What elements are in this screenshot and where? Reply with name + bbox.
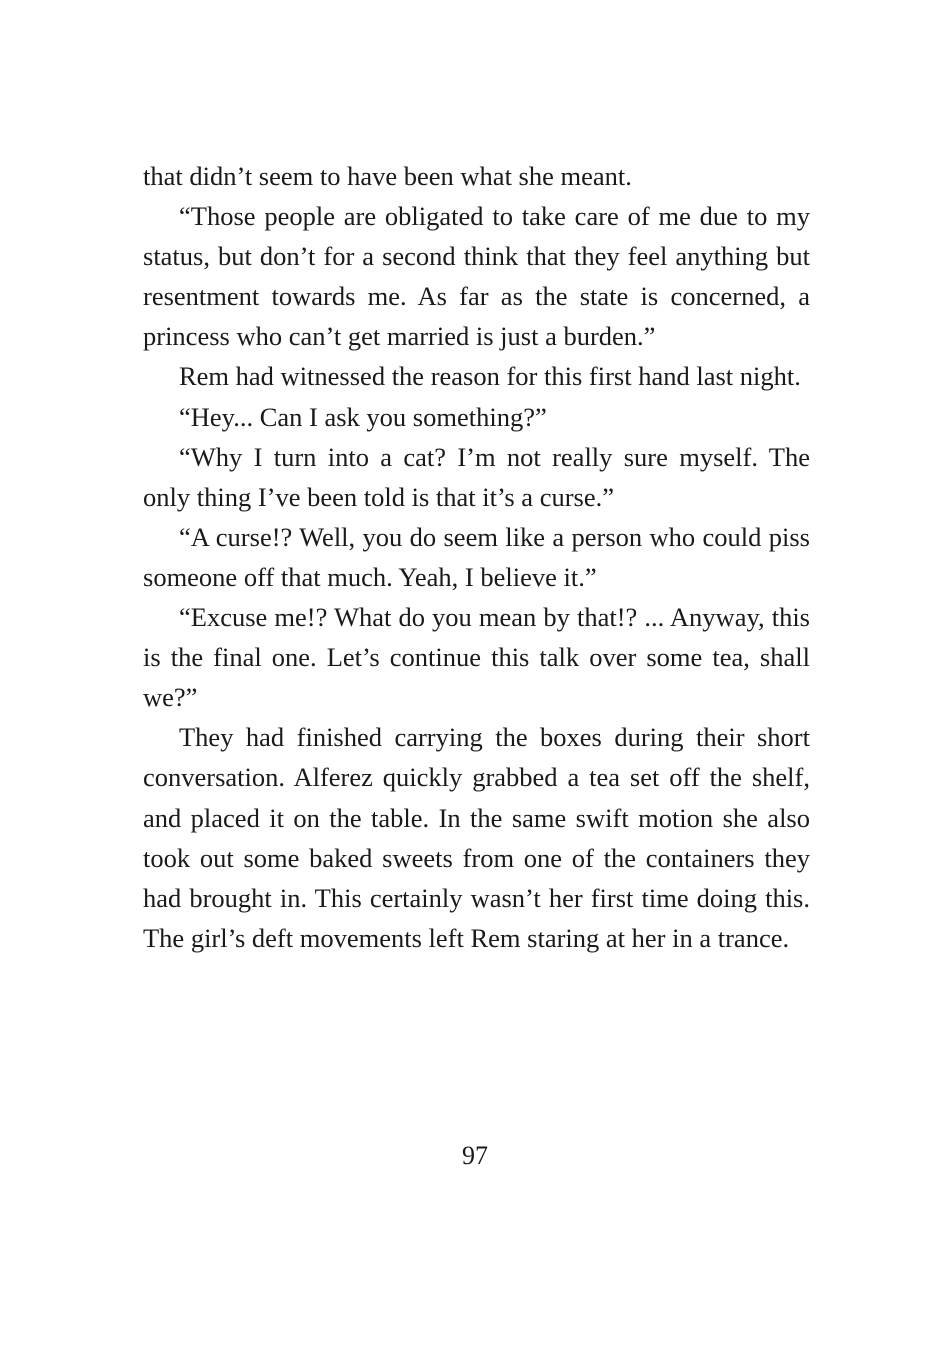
paragraph-continued: that didn’t seem to have been what she meant. (143, 161, 632, 191)
paragraph-tea-set: They had finished carrying the boxes during their short conversation. Alferez quickly grabbed a tea set off the shelf, and placed it on the table. In the same swift motion she also took out some baked sweets from one of the containers they had brought in. This certainly wasn’t her first time doing this. The girl’s deft movements left Rem staring at her in a trance. (143, 722, 810, 953)
paragraph-excuse-me: “Excuse me!? What do you mean by that!? ... Anyway, this is the final one. Let’s continue this talk over some tea, shall we?” (143, 602, 810, 713)
paragraph-a-curse: “A curse!? Well, you do seem like a person who could piss someone off that much. Yeah, I believe it.” (143, 521, 810, 592)
paragraph-rem-witnessed: Rem had witnessed the reason for this first hand last night. (179, 361, 801, 392)
paragraph-ask-something: “Hey... Can I ask you something?” (179, 401, 547, 432)
paragraph-princess-status: “Those people are obligated to take care of me due to my status, but don’t for a second think that they feel anything but resentment towards me. As far as the state is concerned, a princess who can’t get married is just a burden.” (143, 201, 810, 352)
paragraph-turn-into-cat: “Why I turn into a cat? I’m not really sure myself. The only thing I’ve been told is that it’s a curse.” (143, 441, 810, 512)
page-number: 97 (462, 1141, 488, 1170)
body-text (143, 156, 810, 958)
